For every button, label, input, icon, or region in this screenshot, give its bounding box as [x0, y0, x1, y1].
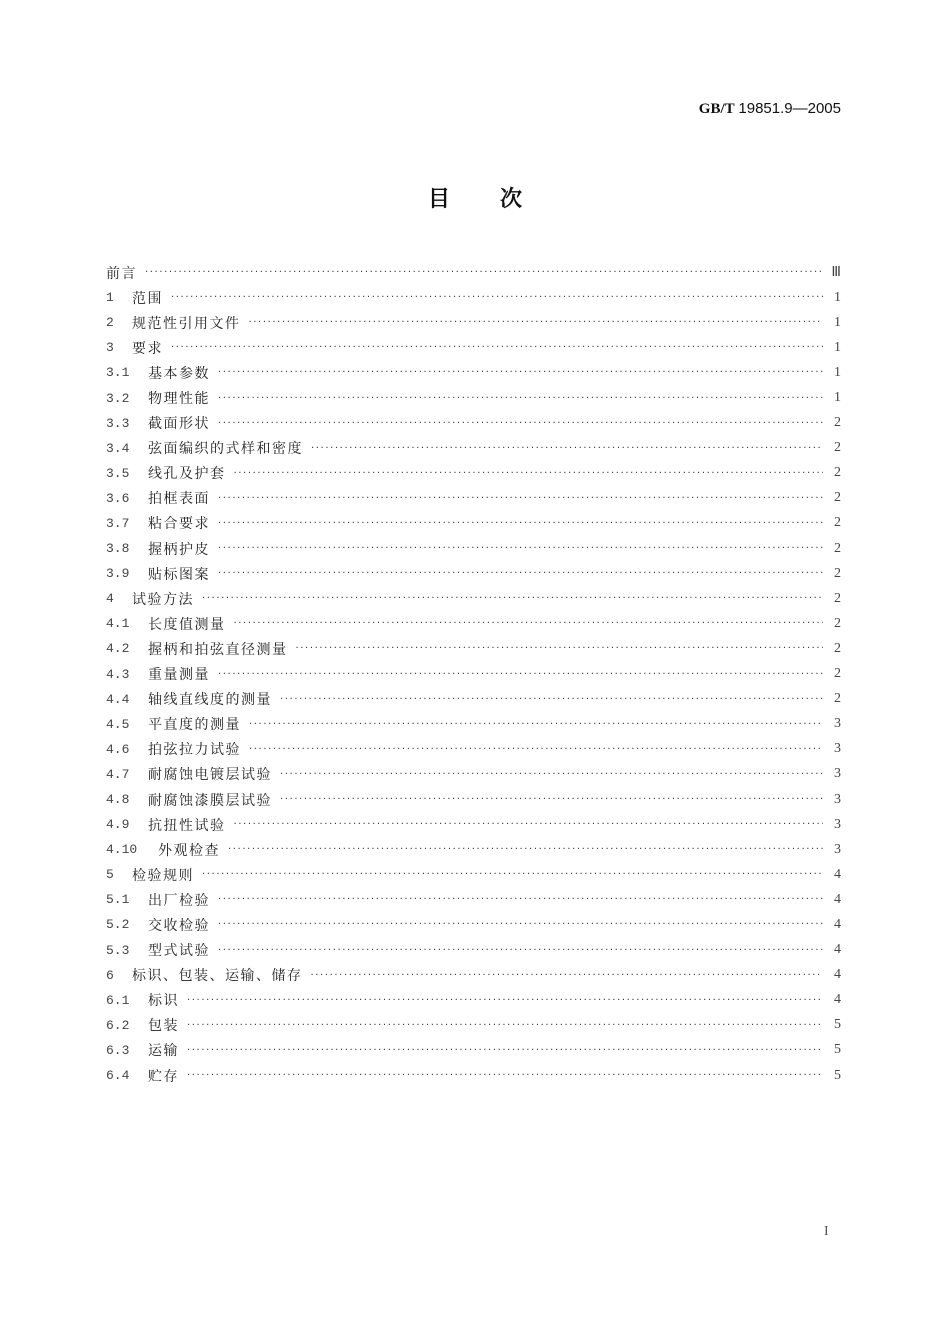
toc-entry-page: 1: [834, 364, 841, 380]
toc-entry-number: 2: [106, 315, 114, 331]
toc-entry-label: 运输: [148, 1043, 179, 1060]
toc-entry-page: 3: [834, 816, 841, 832]
standard-code: [699, 100, 841, 118]
toc-leader-dots: [218, 919, 823, 930]
toc-entry-number: 5.3: [106, 942, 130, 958]
toc-leader-dots: [249, 719, 823, 730]
toc-entry-label: 抗扭性试验: [148, 817, 226, 834]
toc-entry[interactable]: [106, 360, 841, 385]
toc-entry-page: 5: [834, 1042, 841, 1058]
toc-entry-label: 握柄护皮: [148, 541, 210, 558]
toc-leader-dots: [311, 970, 824, 981]
toc-entry-page: 2: [834, 615, 841, 631]
toc-entry-label: 贮存: [148, 1068, 179, 1085]
toc-entry[interactable]: [106, 561, 841, 586]
toc-entry-label: 规范性引用文件: [132, 315, 241, 332]
toc-entry-number: 3.9: [106, 566, 130, 582]
toc-entry[interactable]: [106, 737, 841, 762]
toc-leader-dots: [202, 869, 823, 880]
toc-entry-page: 2: [834, 590, 841, 606]
toc-entry-label: 前言: [106, 265, 137, 282]
toc-leader-dots: [234, 618, 824, 629]
toc-entry-label: 握柄和拍弦直径测量: [148, 641, 288, 658]
toc-leader-dots: [145, 267, 823, 278]
toc-leader-dots: [171, 292, 823, 303]
toc-entry-label: 交收检验: [148, 917, 210, 934]
toc-entry-page: 4: [834, 967, 841, 983]
toc-entry[interactable]: [106, 662, 841, 687]
toc-entry-number: 6.1: [106, 992, 130, 1008]
toc-leader-dots: [218, 669, 823, 680]
toc-entry-label: 包装: [148, 1018, 179, 1035]
toc-entry-label: 耐腐蚀漆膜层试验: [148, 792, 272, 809]
toc-entry[interactable]: [106, 963, 841, 988]
standard-number: 19851.9—2005: [738, 100, 841, 117]
toc-entry[interactable]: [106, 912, 841, 937]
toc-entry-number: 5.1: [106, 892, 130, 908]
toc-entry-number: 3: [106, 340, 114, 356]
toc-entry-page: 1: [834, 314, 841, 330]
toc-leader-dots: [296, 643, 824, 654]
toc-entry[interactable]: [106, 310, 841, 335]
toc-leader-dots: [218, 518, 823, 529]
toc-entry[interactable]: [106, 687, 841, 712]
toc-entry-page: 4: [834, 866, 841, 882]
toc-entry[interactable]: [106, 586, 841, 611]
toc-entry-label: 外观检查: [158, 842, 220, 859]
table-of-contents: [106, 260, 841, 1088]
toc-entry[interactable]: [106, 812, 841, 837]
toc-entry-page: 5: [834, 1067, 841, 1083]
toc-entry-label: 截面形状: [148, 416, 210, 433]
toc-entry-page: 3: [834, 766, 841, 782]
toc-leader-dots: [218, 418, 823, 429]
toc-entry-number: 3.3: [106, 415, 130, 431]
toc-entry-label: 线孔及护套: [148, 466, 226, 483]
toc-entry-number: 4.3: [106, 666, 130, 682]
toc-entry[interactable]: [106, 887, 841, 912]
toc-entry-page: 1: [834, 289, 841, 305]
toc-entry-label: 范围: [132, 290, 163, 307]
toc-leader-dots: [187, 995, 823, 1006]
toc-leader-dots: [187, 1045, 823, 1056]
toc-entry[interactable]: [106, 762, 841, 787]
toc-entry-page: 2: [834, 415, 841, 431]
toc-entry-page: 3: [834, 716, 841, 732]
toc-leader-dots: [218, 393, 823, 404]
page-title: 目次: [427, 187, 572, 212]
toc-entry[interactable]: [106, 712, 841, 737]
toc-entry[interactable]: [106, 611, 841, 636]
toc-entry-number: 5.2: [106, 917, 130, 933]
toc-entry-page: 4: [834, 916, 841, 932]
toc-entry-number: 3.5: [106, 465, 130, 481]
toc-entry[interactable]: [106, 862, 841, 887]
toc-entry[interactable]: [106, 285, 841, 310]
toc-leader-dots: [280, 769, 823, 780]
page-number: I: [824, 1224, 829, 1239]
toc-entry-label: 物理性能: [148, 391, 210, 408]
toc-entry-label: 标识、包装、运输、储存: [132, 968, 303, 985]
toc-entry-label: 粘合要求: [148, 516, 210, 533]
toc-entry-page: 5: [834, 1017, 841, 1033]
toc-entry-page: 4: [834, 942, 841, 958]
toc-leader-dots: [187, 1020, 823, 1031]
toc-entry-label: 贴标图案: [148, 566, 210, 583]
toc-entry-label: 耐腐蚀电镀层试验: [148, 767, 272, 784]
toc-entry-label: 拍框表面: [148, 491, 210, 508]
toc-entry-page: 4: [834, 992, 841, 1008]
toc-entry-label: 检验规则: [132, 867, 194, 884]
toc-entry[interactable]: [106, 988, 841, 1013]
toc-entry-page: 4: [834, 891, 841, 907]
toc-entry-page: 3: [834, 741, 841, 757]
toc-entry-label: 标识: [148, 993, 179, 1010]
toc-entry-number: 3.6: [106, 490, 130, 506]
toc-entry-number: 4.7: [106, 766, 130, 782]
toc-entry-number: 3.7: [106, 515, 130, 531]
toc-entry-label: 平直度的测量: [148, 717, 241, 734]
toc-entry-number: 1: [106, 290, 114, 306]
toc-entry-page: 1: [834, 390, 841, 406]
toc-entry-number: 4.8: [106, 792, 130, 808]
toc-entry[interactable]: [106, 636, 841, 661]
toc-entry-number: 6: [106, 967, 114, 983]
toc-entry-label: 试验方法: [132, 591, 194, 608]
toc-entry[interactable]: [106, 787, 841, 812]
toc-entry[interactable]: [106, 461, 841, 486]
toc-entry[interactable]: [106, 260, 841, 285]
toc-entry-number: 4.4: [106, 691, 130, 707]
toc-leader-dots: [280, 694, 823, 705]
toc-entry-number: 4.1: [106, 616, 130, 632]
toc-leader-dots: [218, 543, 823, 554]
toc-entry-number: 6.3: [106, 1042, 130, 1058]
toc-entry-number: 6.4: [106, 1068, 130, 1084]
toc-leader-dots: [218, 493, 823, 504]
toc-entry-number: 4.10: [106, 842, 138, 858]
toc-entry[interactable]: [106, 335, 841, 360]
toc-entry-label: 弦面编织的式样和密度: [148, 441, 303, 458]
toc-entry[interactable]: [106, 436, 841, 461]
toc-leader-dots: [249, 317, 824, 328]
toc-entry-page: 2: [834, 490, 841, 506]
toc-entry-number: 4.5: [106, 716, 130, 732]
toc-entry-label: 重量测量: [148, 667, 210, 684]
toc-entry-number: 5: [106, 867, 114, 883]
toc-entry-page: 2: [834, 440, 841, 456]
toc-leader-dots: [218, 568, 823, 579]
toc-leader-dots: [228, 844, 823, 855]
toc-entry-page: 3: [834, 841, 841, 857]
toc-entry-label: 型式试验: [148, 943, 210, 960]
toc-leader-dots: [171, 342, 823, 353]
toc-entry-number: 3.4: [106, 440, 130, 456]
toc-entry-number: 4.2: [106, 641, 130, 657]
toc-entry[interactable]: [106, 385, 841, 410]
toc-leader-dots: [218, 894, 823, 905]
toc-entry[interactable]: [106, 938, 841, 963]
toc-entry-page: 2: [834, 565, 841, 581]
toc-entry[interactable]: [106, 1013, 841, 1038]
toc-entry-number: 4.6: [106, 741, 130, 757]
toc-leader-dots: [202, 593, 823, 604]
toc-entry-page: 2: [834, 465, 841, 481]
toc-entry[interactable]: [106, 486, 841, 511]
toc-entry-page: 2: [834, 691, 841, 707]
toc-entry-page: 2: [834, 540, 841, 556]
toc-entry-label: 要求: [132, 340, 163, 357]
toc-entry-page: 1: [834, 339, 841, 355]
toc-entry[interactable]: [106, 837, 841, 862]
toc-entry-page: 2: [834, 515, 841, 531]
toc-entry-label: 出厂检验: [148, 892, 210, 909]
toc-leader-dots: [187, 1070, 823, 1081]
toc-entry[interactable]: [106, 511, 841, 536]
toc-entry-label: 长度值测量: [148, 616, 226, 633]
toc-entry-page: 2: [834, 640, 841, 656]
toc-leader-dots: [234, 819, 824, 830]
toc-entry-label: 基本参数: [148, 365, 210, 382]
toc-entry-number: 3.8: [106, 541, 130, 557]
toc-leader-dots: [249, 744, 823, 755]
toc-entry-number: 4.9: [106, 817, 130, 833]
toc-entry-number: 3.1: [106, 365, 130, 381]
toc-leader-dots: [218, 367, 823, 378]
toc-leader-dots: [234, 468, 824, 479]
toc-entry-label: 拍弦拉力试验: [148, 742, 241, 759]
toc-entry-page: 2: [834, 666, 841, 682]
toc-entry-number: 3.2: [106, 390, 130, 406]
toc-entry-label: 轴线直线度的测量: [148, 692, 272, 709]
standard-prefix: GB/T: [698, 101, 735, 117]
toc-leader-dots: [218, 945, 823, 956]
toc-entry[interactable]: [106, 411, 841, 436]
toc-leader-dots: [311, 443, 823, 454]
toc-entry-page: 3: [834, 791, 841, 807]
toc-leader-dots: [280, 794, 823, 805]
toc-entry[interactable]: [106, 536, 841, 561]
toc-entry[interactable]: [106, 1063, 841, 1088]
toc-entry[interactable]: [106, 1038, 841, 1063]
toc-entry-number: 4: [106, 591, 114, 607]
toc-entry-page: Ⅲ: [831, 265, 841, 281]
toc-entry-number: 6.2: [106, 1017, 130, 1033]
